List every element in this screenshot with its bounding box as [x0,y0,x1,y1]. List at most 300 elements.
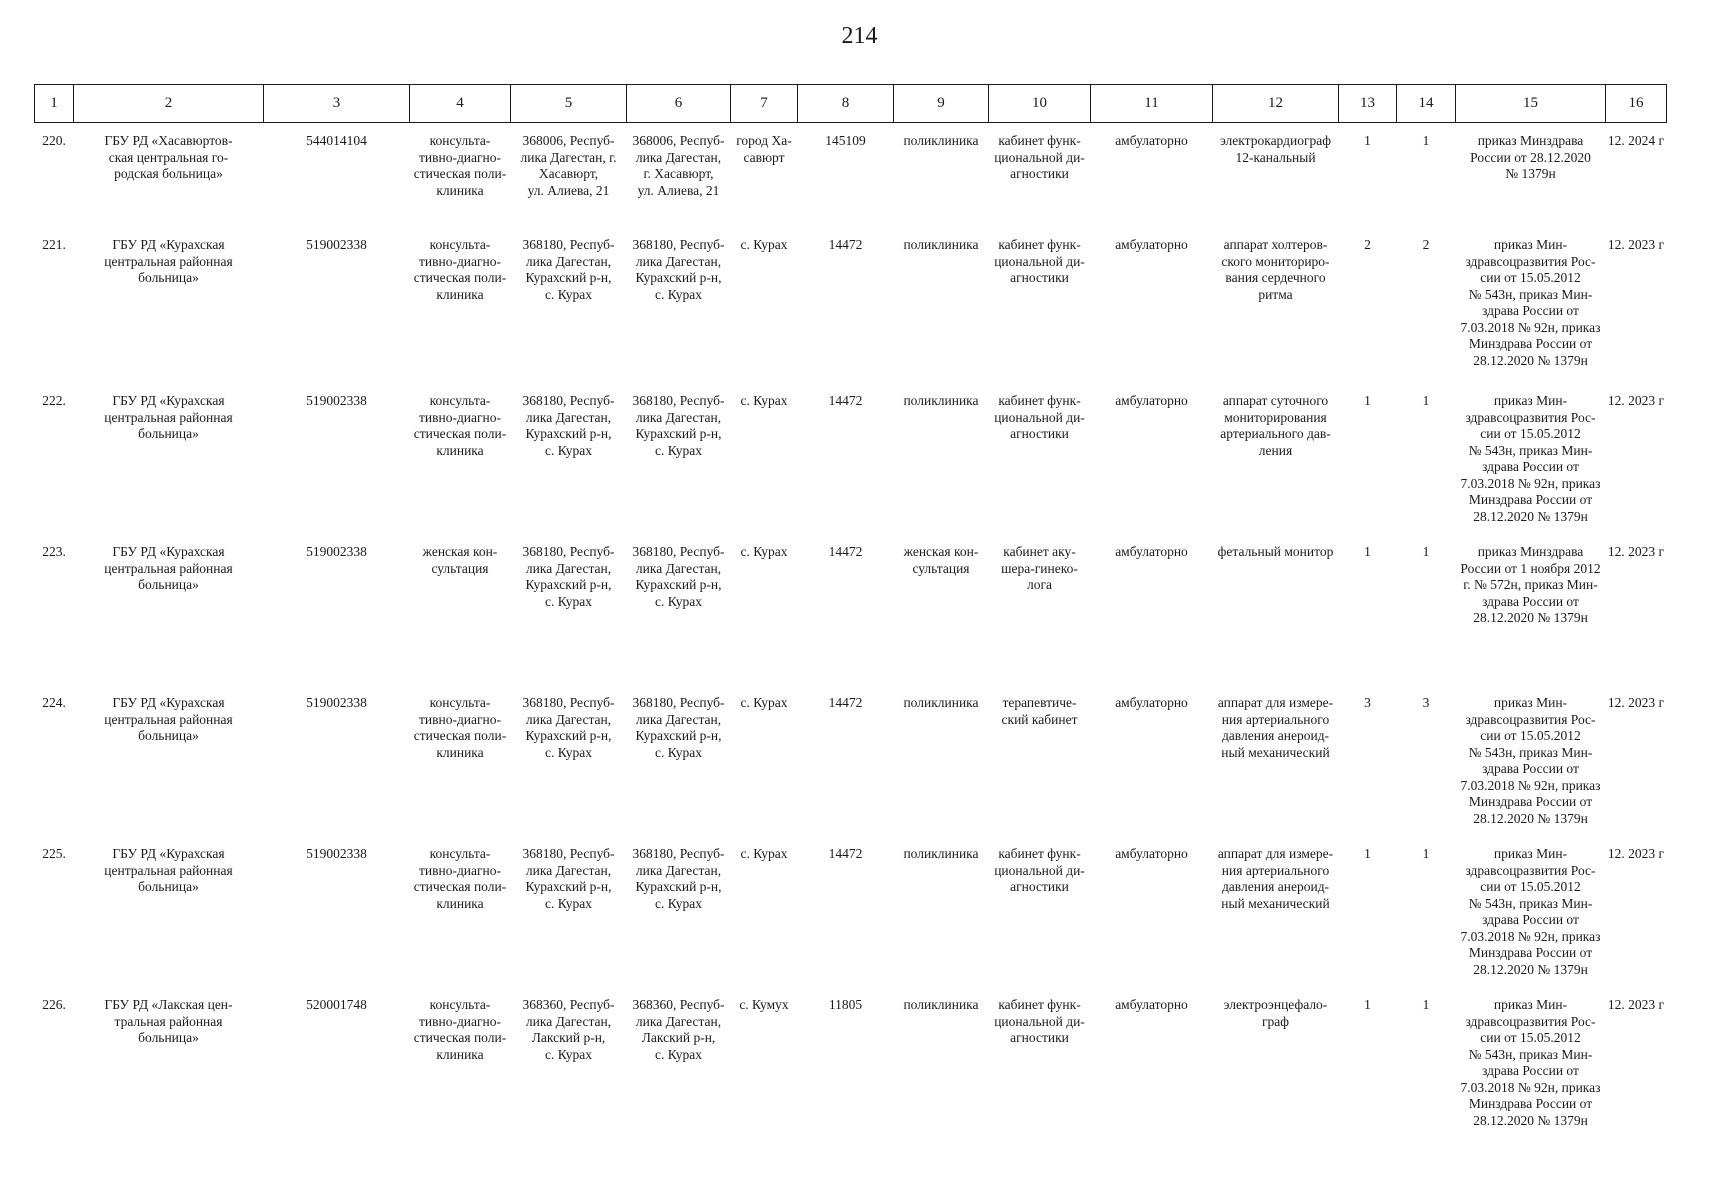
unit-type-line: женская кон- [422,544,498,559]
legal-address-line: 368360, Респуб- [522,997,615,1012]
regulation-reference-line: здрава России от [1482,593,1579,609]
cabinet-name-line: агностики [1010,1030,1069,1045]
organization-name-line: ГБУ РД «Курахская [112,695,225,710]
legal-address-line: лика Дагестан, [525,1013,612,1029]
actual-address-line: Лакский р-н, [641,1030,716,1045]
legal-address-line: с. Курах [545,442,592,458]
legal-address-line: 368180, Респуб- [522,695,615,710]
equipment-name [1213,379,1339,530]
quantity-planned: 1 [1422,133,1430,148]
locality-line: город Ха- [736,133,792,148]
equipment-name-line: электроэнцефало- [1223,997,1328,1012]
actual-address-line: 368180, Респуб- [632,695,725,710]
population: 145109 [825,133,866,148]
table-row [35,681,1667,832]
organization-name-line: больница» [138,426,199,441]
actual-address-line: 368180, Респуб- [632,846,725,861]
department-type-line: поликлиника [903,393,979,408]
regulation-reference-line: 7.03.2018 № 92н, приказ [1460,475,1601,491]
actual-address-line: лика Дагестан, [635,253,722,269]
unit-type-line: тивно-диагно- [418,862,502,878]
department-type [894,379,989,530]
organization-name [74,681,264,832]
legal-address-line: лика Дагестан, [525,862,612,878]
regulation-reference-line: приказ Мин- [1493,695,1568,710]
regulation-reference-line: здравсоцразвития Рос- [1465,253,1596,269]
quantity-planned: 3 [1422,695,1430,710]
legal-address-line: лика Дагестан, [525,560,612,576]
regulation-reference-line: здрава России от [1482,459,1579,474]
equipment-name-line: ления [1258,442,1293,458]
organization-name-line: больница» [138,1030,199,1045]
regulation-reference-line: сии от 15.05.2012 [1480,728,1581,743]
organization-name-line: ГБУ РД «Курахская [112,846,225,861]
organization-name-line: центральная районная [104,862,233,878]
locality [731,530,798,681]
legal-address [511,530,627,681]
actual-address [627,681,731,832]
actual-address-line: с. Курах [655,593,702,609]
unit-type-line: тивно-диагно- [418,149,502,165]
actual-address-line: ул. Алиева, 21 [637,182,720,198]
header-col-10: 10 [989,85,1091,123]
organization-name-line: ГБУ РД «Лакская цен- [104,997,233,1012]
department-type [894,223,989,379]
actual-address-line: с. Курах [655,1046,702,1062]
equipment-name-line: вания сердечного [1225,270,1326,285]
unit-type-line: стическая поли- [413,1030,507,1045]
unit-type-line: стическая поли- [413,728,507,743]
regulation-reference-line: № 543н, приказ Мин- [1468,442,1593,458]
regulation-reference-line: сии от 15.05.2012 [1480,879,1581,894]
header-col-15: 15 [1456,85,1606,123]
legal-address-line: 368180, Респуб- [522,393,615,408]
regulation-reference-line: 28.12.2020 № 1379н [1473,1112,1588,1128]
organization-name [74,530,264,681]
regulation-reference-line: 28.12.2020 № 1379н [1473,961,1588,977]
legal-address-line: Хасавюрт, [538,166,599,181]
cabinet-name-line: агностики [1010,166,1069,181]
regulation-reference-line: здравсоцразвития Рос- [1465,711,1596,727]
population: 14472 [828,695,863,710]
locality-line: с. Курах [740,695,788,710]
legal-address-line: лика Дагестан, [525,253,612,269]
regulation-reference [1456,530,1606,681]
department-type-line: поликлиника [903,846,979,861]
cabinet-name-line: кабинет функ- [998,133,1081,148]
legal-address-line: 368006, Респуб- [522,133,615,148]
regulation-reference-line: 28.12.2020 № 1379н [1473,810,1588,826]
equipment-name [1213,123,1339,224]
organization-name-line: центральная районная [104,253,233,269]
organization-name-line: больница» [138,577,199,592]
inn-code: 519002338 [306,846,367,861]
header-col-5: 5 [511,85,627,123]
locality-line: с. Кумух [739,997,789,1012]
unit-type-line: клиника [436,182,484,198]
locality-line: савюрт [743,149,785,165]
actual-address-line: 368006, Респуб- [632,133,725,148]
header-col-13: 13 [1339,85,1397,123]
page-number: 214 [841,23,878,49]
population: 14472 [828,846,863,861]
regulation-reference-line: приказ Мин- [1493,393,1568,408]
department-type-line: женская кон- [903,544,979,559]
locality [731,223,798,379]
legal-address [511,983,627,1134]
deadline: 12. 2023 г [1607,695,1665,710]
deadline: 12. 2024 г [1607,133,1665,148]
unit-type-line: клиника [436,744,484,760]
regulation-reference-line: приказ Мин- [1493,846,1568,861]
unit-type-line: консульта- [429,133,491,148]
unit-type [410,681,511,832]
header-col-12: 12 [1213,85,1339,123]
quantity-planned: 1 [1422,997,1430,1012]
cabinet-name [989,223,1091,379]
locality-line: с. Курах [740,393,788,408]
equipment-name-line: граф [1261,1013,1290,1029]
unit-type-line: клиника [436,442,484,458]
header-col-11: 11 [1091,85,1213,123]
actual-address [627,832,731,983]
actual-address-line: лика Дагестан, [635,149,722,165]
department-type [894,123,989,224]
legal-address-line: с. Курах [545,1046,592,1062]
row-number: 220. [42,133,66,148]
cabinet-name [989,530,1091,681]
equipment-name-line: мониторирования [1224,409,1327,425]
equipment-name-line: ского мониториро- [1221,253,1330,269]
header-row [35,85,1667,123]
regulation-reference-line: сии от 15.05.2012 [1480,270,1581,285]
actual-address [627,223,731,379]
cabinet-name-line: шера-гинеко- [1001,560,1078,576]
legal-address [511,832,627,983]
equipment-name-line: ный механический [1221,895,1330,911]
table-row [35,832,1667,983]
regulation-reference-line: России от 1 ноября 2012 [1460,560,1601,576]
organization-name-line: тральная районная [114,1013,223,1029]
unit-type-line: клиника [436,895,484,911]
cabinet-name-line: кабинет функ- [998,846,1081,861]
regulation-reference-line: здрава России от [1482,912,1579,927]
equipment-name [1213,223,1339,379]
actual-address-line: Курахский р-н, [635,270,722,285]
unit-type-line: консульта- [429,846,491,861]
actual-address [627,123,731,224]
organization-name-line: ГБУ РД «Хасавюртов- [104,133,233,148]
row-number: 225. [42,846,66,861]
quantity-needed: 3 [1364,695,1371,710]
cabinet-name [989,379,1091,530]
locality-line: с. Курах [740,846,788,861]
equipment-name-line: ния артериального [1221,711,1330,727]
quantity-needed: 1 [1364,997,1371,1012]
unit-type-line: стическая поли- [413,426,507,441]
actual-address-line: 368180, Респуб- [632,393,725,408]
actual-address-line: лика Дагестан, [635,409,722,425]
legal-address-line: с. Курах [545,593,592,609]
legal-address-line: 368180, Респуб- [522,237,615,252]
regulation-reference-line: 7.03.2018 № 92н, приказ [1460,777,1601,793]
actual-address [627,379,731,530]
regulation-reference-line: здрава России от [1482,761,1579,776]
actual-address-line: с. Курах [655,895,702,911]
department-type [894,681,989,832]
table-row [35,379,1667,530]
row-number: 222. [42,393,66,408]
equipment-name-line: аппарат для измере- [1217,695,1334,710]
unit-type-line: консульта- [429,695,491,710]
regulation-reference-line: № 1379н [1505,166,1556,181]
unit-type-line: тивно-диагно- [418,253,502,269]
legal-address-line: Курахский р-н, [525,879,612,894]
unit-type [410,530,511,681]
equipment-name-line: аппарат для измере- [1217,846,1334,861]
department-type-line: поликлиника [903,237,979,252]
legal-address-line: лика Дагестан, г. [520,149,617,165]
regulation-reference-line: здравсоцразвития Рос- [1465,862,1596,878]
header-col-3: 3 [264,85,410,123]
unit-type [410,223,511,379]
deadline: 12. 2023 г [1607,237,1665,252]
regulation-reference-line: Минздрава России от [1468,794,1593,809]
organization-name-line: центральная районная [104,560,233,576]
organization-name-line: ская центральная го- [108,149,229,165]
header-col-1: 1 [35,85,74,123]
organization-name-line: родская больница» [114,166,223,181]
regulation-reference-line: здрава России от [1482,1063,1579,1078]
locality-line: с. Курах [740,237,788,252]
department-type-line: поликлиника [903,133,979,148]
deadline: 12. 2023 г [1607,997,1665,1012]
cabinet-name [989,123,1091,224]
header-col-7: 7 [731,85,798,123]
regulation-reference [1456,379,1606,530]
unit-type [410,379,511,530]
row-number: 223. [42,544,66,559]
equipment-name-line: фетальный монитор [1217,544,1334,559]
quantity-planned: 2 [1422,237,1430,252]
regulation-reference-line: здравсоцразвития Рос- [1465,1013,1596,1029]
actual-address [627,983,731,1134]
organization-name [74,123,264,224]
legal-address-line: Курахский р-н, [525,426,612,441]
actual-address-line: 368360, Респуб- [632,997,725,1012]
cabinet-name-line: циональной ди- [994,409,1085,425]
organization-name [74,983,264,1134]
locality [731,379,798,530]
actual-address-line: Курахский р-н, [635,728,722,743]
actual-address-line: с. Курах [655,744,702,760]
legal-address-line: Курахский р-н, [525,270,612,285]
regulation-reference-line: Минздрава России от [1468,492,1593,507]
organization-name-line: ГБУ РД «Курахская [112,544,225,559]
actual-address-line: лика Дагестан, [635,1013,722,1029]
legal-address-line: лика Дагестан, [525,409,612,425]
organization-name [74,223,264,379]
department-type [894,530,989,681]
legal-address-line: ул. Алиева, 21 [527,182,610,198]
cabinet-name-line: агностики [1010,426,1069,441]
care-conditions: амбулаторно [1115,695,1188,710]
actual-address-line: лика Дагестан, [635,560,722,576]
care-conditions: амбулаторно [1115,544,1188,559]
population: 11805 [828,997,863,1012]
table-row [35,983,1667,1134]
regulation-reference-line: здрава России от [1482,303,1579,318]
actual-address [627,530,731,681]
unit-type [410,983,511,1134]
unit-type-line: консульта- [429,393,491,408]
organization-name-line: больница» [138,270,199,285]
cabinet-name-line: кабинет функ- [998,997,1081,1012]
unit-type [410,123,511,224]
quantity-needed: 1 [1364,544,1371,559]
registry-table [34,84,1667,1134]
department-type-line: поликлиника [903,695,979,710]
cabinet-name-line: агностики [1010,270,1069,285]
table-body [35,123,1667,1135]
organization-name [74,379,264,530]
regulation-reference-line: 28.12.2020 № 1379н [1473,508,1588,524]
equipment-name [1213,983,1339,1134]
cabinet-name-line: кабинет функ- [998,393,1081,408]
legal-address-line: с. Курах [545,744,592,760]
row-number: 221. [42,237,66,252]
regulation-reference-line: Минздрава России от [1468,336,1593,351]
care-conditions: амбулаторно [1115,846,1188,861]
legal-address [511,223,627,379]
organization-name-line: ГБУ РД «Курахская [112,393,225,408]
inn-code: 519002338 [306,393,367,408]
regulation-reference [1456,123,1606,224]
regulation-reference-line: 7.03.2018 № 92н, приказ [1460,928,1601,944]
department-type-line: сультация [912,560,970,576]
header-col-4: 4 [410,85,511,123]
unit-type-line: стическая поли- [413,270,507,285]
cabinet-name-line: циональной ди- [994,149,1085,165]
regulation-reference-line: 28.12.2020 № 1379н [1473,610,1588,625]
locality [731,983,798,1134]
regulation-reference [1456,983,1606,1134]
locality [731,123,798,224]
quantity-needed: 2 [1364,237,1371,252]
actual-address-line: Курахский р-н, [635,879,722,894]
header-col-16: 16 [1606,85,1667,123]
cabinet-name-line: циональной ди- [994,862,1085,878]
header-col-14: 14 [1397,85,1456,123]
legal-address-line: Курахский р-н, [525,728,612,743]
table-row [35,530,1667,681]
department-type [894,983,989,1134]
organization-name [74,832,264,983]
actual-address-line: Курахский р-н, [635,426,722,441]
cabinet-name-line: лога [1026,577,1053,592]
legal-address-line: 368180, Респуб- [522,846,615,861]
row-number: 226. [42,997,66,1012]
unit-type-line: тивно-диагно- [418,1013,502,1029]
unit-type-line: тивно-диагно- [418,711,502,727]
care-conditions: амбулаторно [1115,133,1188,148]
inn-code: 519002338 [306,544,367,559]
regulation-reference-line: № 543н, приказ Мин- [1468,1046,1593,1062]
legal-address-line: 368180, Респуб- [522,544,615,559]
unit-type-line: клиника [436,1046,484,1062]
actual-address-line: 368180, Респуб- [632,237,725,252]
population: 14472 [828,393,863,408]
regulation-reference-line: 7.03.2018 № 92н, приказ [1460,319,1601,335]
regulation-reference-line: г. № 572н, приказ Мин- [1463,577,1598,592]
inn-code: 544014104 [306,133,367,148]
actual-address-line: с. Курах [655,442,702,458]
legal-address-line: Лакский р-н, [531,1030,606,1045]
cabinet-name-line: ский кабинет [1001,711,1078,727]
equipment-name-line: аппарат суточного [1222,393,1329,408]
regulation-reference-line: приказ Мин- [1493,997,1568,1012]
cabinet-name-line: циональной ди- [994,253,1085,269]
cabinet-name-line: кабинет аку- [1003,544,1076,559]
inn-code: 520001748 [306,997,367,1012]
organization-name-line: больница» [138,879,199,894]
organization-name-line: центральная районная [104,409,233,425]
unit-type-line: стическая поли- [413,166,507,181]
header-col-6: 6 [627,85,731,123]
population: 14472 [828,237,863,252]
organization-name-line: больница» [138,728,199,743]
inn-code: 519002338 [306,695,367,710]
cabinet-name-line: циональной ди- [994,1013,1085,1029]
locality [731,832,798,983]
deadline: 12. 2023 г [1607,393,1665,408]
equipment-name [1213,530,1339,681]
quantity-needed: 1 [1364,133,1371,148]
table-row [35,223,1667,379]
legal-address [511,123,627,224]
population: 14472 [828,544,863,559]
equipment-name-line: артериального дав- [1220,426,1331,441]
regulation-reference-line: № 543н, приказ Мин- [1468,744,1593,760]
care-conditions: амбулаторно [1115,237,1188,252]
quantity-needed: 1 [1364,393,1371,408]
header-col-9: 9 [894,85,989,123]
actual-address-line: с. Курах [655,286,702,302]
actual-address-line: 368180, Респуб- [632,544,725,559]
equipment-name-line: электрокардиограф [1219,133,1331,148]
regulation-reference-line: сии от 15.05.2012 [1480,426,1581,441]
organization-name-line: ГБУ РД «Курахская [112,237,225,252]
care-conditions: амбулаторно [1115,997,1188,1012]
quantity-needed: 1 [1364,846,1371,861]
cabinet-name [989,681,1091,832]
regulation-reference-line: Минздрава России от [1468,945,1593,960]
equipment-name-line: ритма [1258,286,1293,302]
actual-address-line: г. Хасавюрт, [643,166,714,181]
organization-name-line: центральная районная [104,711,233,727]
header-col-8: 8 [798,85,894,123]
regulation-reference-line: приказ Мин- [1493,237,1568,252]
legal-address-line: Курахский р-н, [525,577,612,592]
unit-type-line: клиника [436,286,484,302]
equipment-name-line: аппарат холтеров- [1223,237,1328,252]
equipment-name [1213,681,1339,832]
regulation-reference-line: здравсоцразвития Рос- [1465,409,1596,425]
quantity-planned: 1 [1422,846,1430,861]
regulation-reference-line: № 543н, приказ Мин- [1468,895,1593,911]
cabinet-name [989,832,1091,983]
regulation-reference [1456,223,1606,379]
